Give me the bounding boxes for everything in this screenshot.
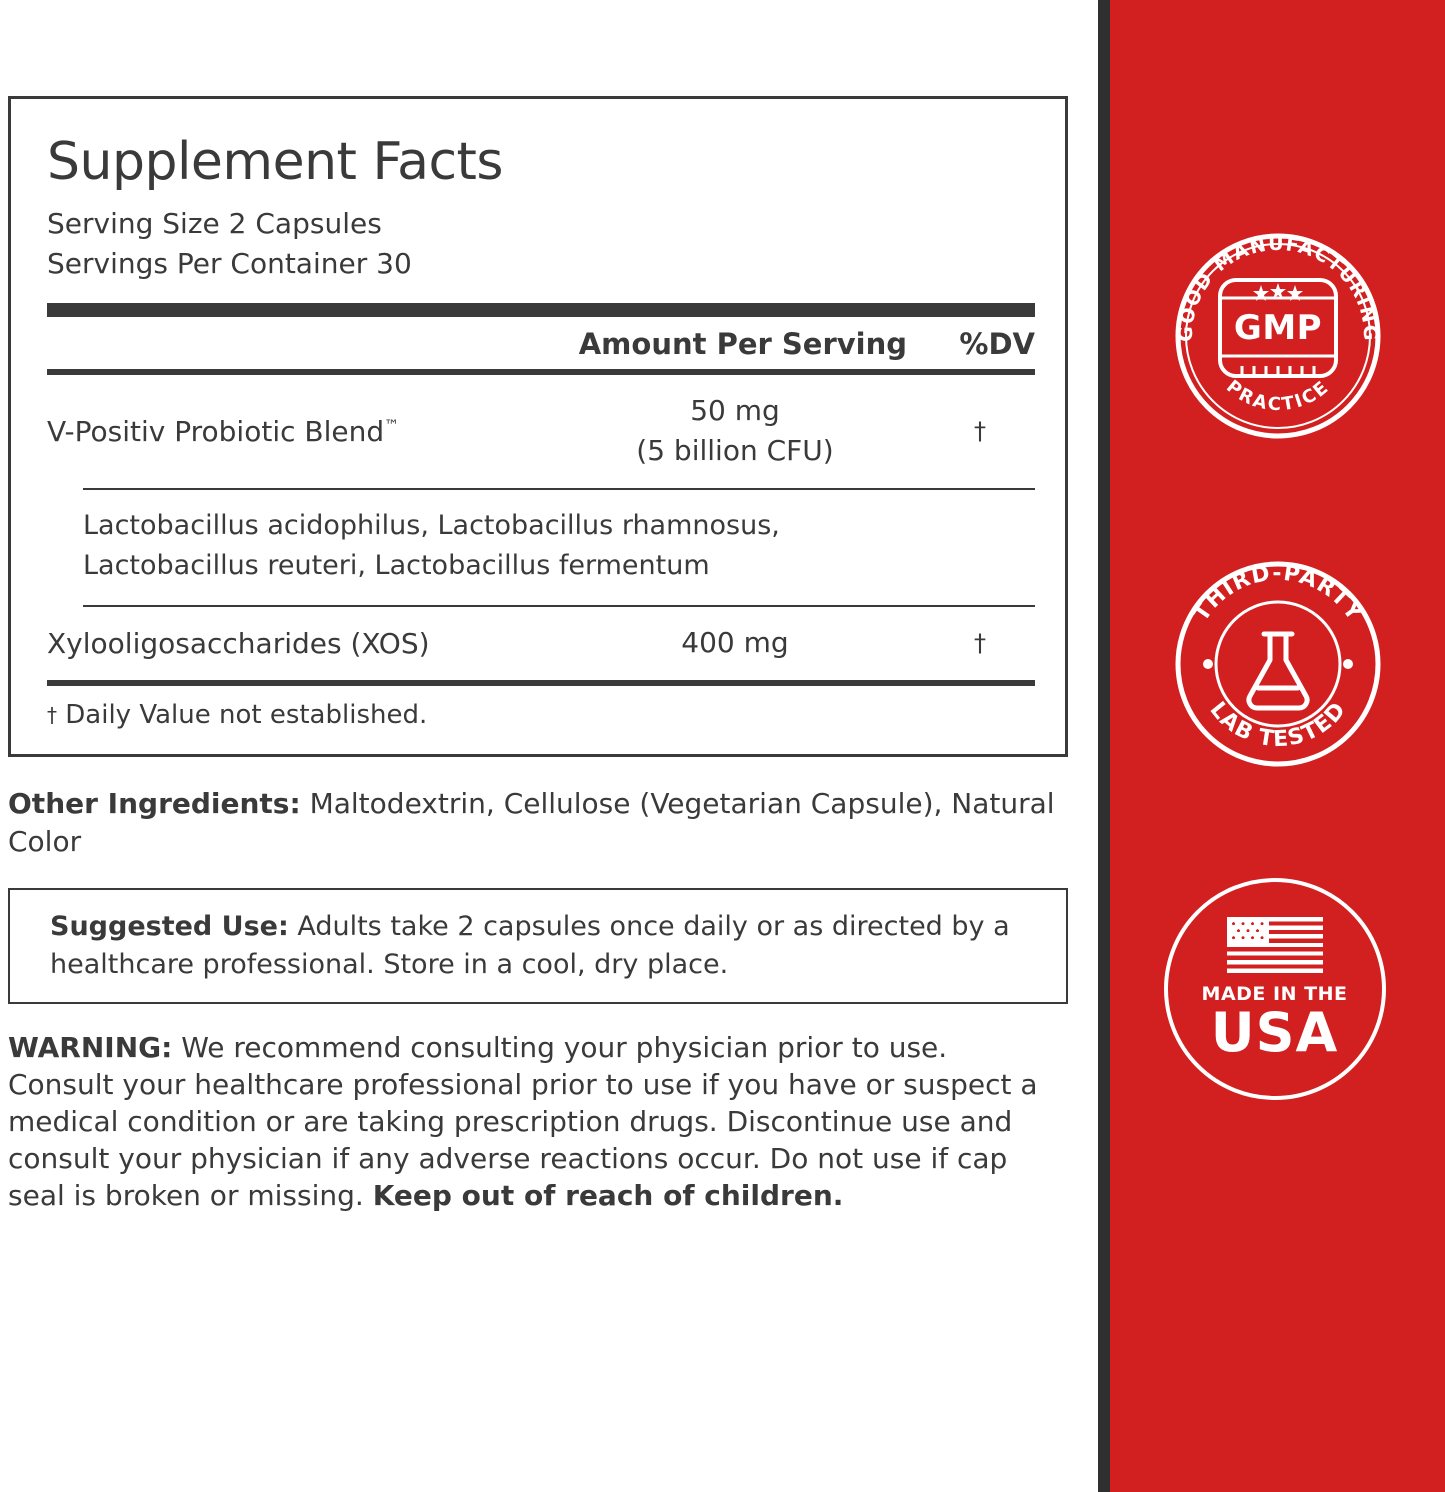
table-header-row [47,317,1035,369]
ingredient-name-text: Xylooligosaccharides (XOS) [47,626,430,660]
lab-arc-bottom-text: LAB TESTED [1204,697,1351,753]
other-ingredients-label: Other Ingredients: [8,786,301,820]
gmp-arc-top-text: GOOD MANUFACTURING [1174,232,1381,343]
made-in-usa-badge [1164,878,1392,1106]
ingredient-name [47,626,545,661]
third-party-lab-tested-badge [1164,550,1392,778]
gmp-badge [1164,222,1392,450]
trademark-mark: ™ [384,416,400,435]
serving-size: Serving Size 2 Capsules [47,206,382,240]
table-row [47,607,1035,680]
ingredient-amount [545,623,925,664]
servings-per-container: Servings Per Container 30 [47,247,412,281]
usa-text: USA [1210,1000,1339,1064]
table-row [47,375,1035,488]
flask-icon [1248,634,1306,708]
suggested-use-box [8,888,1068,1005]
us-flag-icon [1227,917,1323,973]
warning-paragraph [8,1030,1058,1215]
gmp-center-text: GMP [1233,308,1322,348]
warning-label: WARNING: [8,1031,173,1065]
thick-rule-top [47,303,1035,317]
suggested-use-text: Adults take 2 capsules once daily or as directed by a healthcare professional. Store in a cool, dry place. [50,910,1010,981]
badge-list [1110,0,1445,1492]
ingredient-dv: † [974,417,986,446]
daily-value-footnote [47,686,1035,730]
made-in-the-text: MADE IN THE [1201,982,1348,1005]
suggested-use-label: Suggested Use: [50,910,289,942]
footnote-text: Daily Value not established. [65,699,428,730]
gmp-arc-bottom-text: PRACTICE [1221,376,1334,416]
footnote-symbol: † [47,702,57,727]
ingredient-name-text: V-Positiv Probiotic Blend [47,414,385,448]
ingredient-amount [545,391,925,472]
warning-text: We recommend consulting your physician prior to use. Consult your healthcare professional prior to use if you have or suspect a medical condition or are taking prescription drugs. Discontinue use and consult your physician if any adverse reactions occur. Do not use if cap seal is broken or missing. [8,1031,1038,1213]
badge-panel [1110,0,1445,1492]
amount-line-1: 50 mg [690,393,780,427]
other-ingredients [8,785,1068,862]
other-ingredients-text: Maltodextrin, Cellulose (Vegetarian Capsule), Natural Color [8,786,1055,859]
column-header-amount: Amount Per Serving [578,326,907,361]
sub-ingredients-line-1: Lactobacillus acidophilus, Lactobacillus rhamnosus, [83,509,780,541]
column-header-dv: %DV [959,326,1035,361]
supplement-facts-panel [8,96,1068,757]
ingredient-name [47,414,545,449]
supplement-facts-title: Supplement Facts [47,132,504,192]
amount-line-2: (5 billion CFU) [636,434,834,468]
lab-arc-top-text: THIRD-PARTY [1188,560,1367,627]
amount-line-1: 400 mg [681,625,789,659]
vertical-divider [1098,0,1110,1492]
warning-bold-tail: Keep out of reach of children. [372,1179,844,1213]
ingredient-dv: † [974,629,986,658]
sub-ingredients-line-2: Lactobacillus reuteri, Lactobacillus fermentum [83,550,710,582]
sub-ingredient-list [47,490,1035,605]
